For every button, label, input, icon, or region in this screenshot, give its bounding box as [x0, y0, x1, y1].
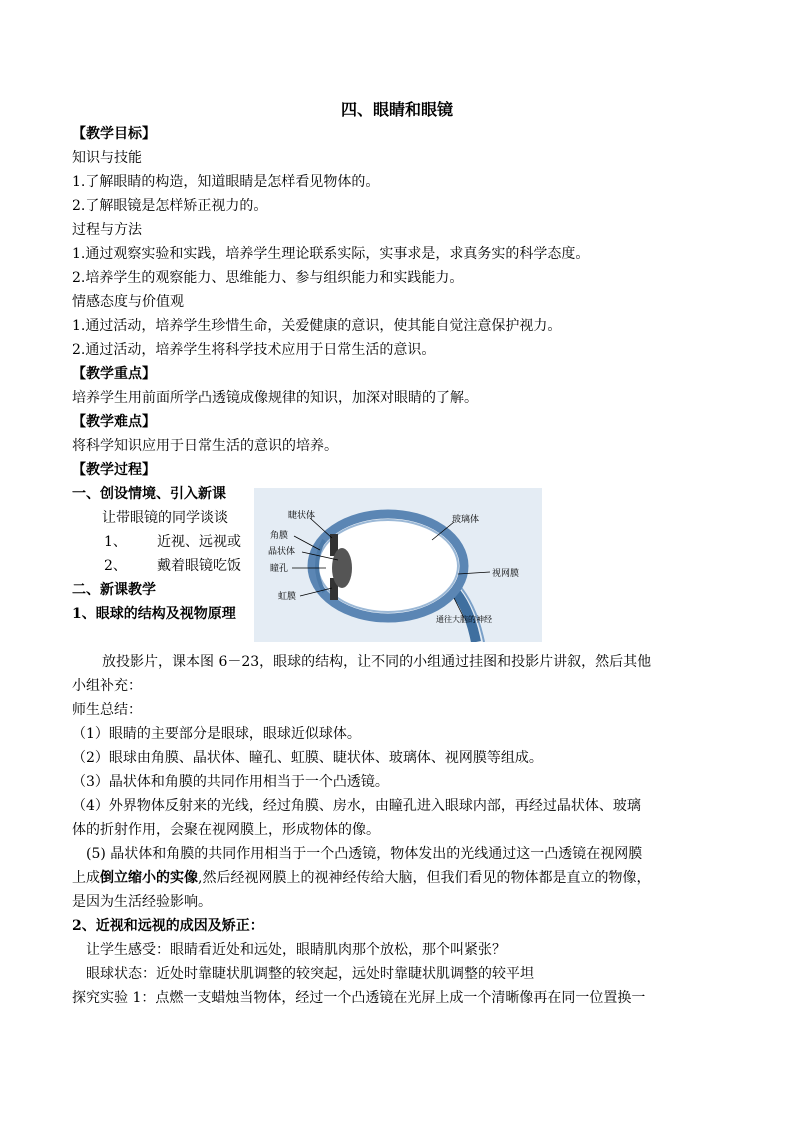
section1-heading: 1、眼球的结构及视物原理: [72, 606, 236, 622]
section1-intro-line-2: 小组补充：: [72, 678, 142, 694]
intro-item-1-text: 近视、远视或: [157, 534, 241, 550]
knowledge-item-2: 2.了解眼镜是怎样矫正视力的。: [72, 198, 268, 214]
emotion-item-1: 1.通过活动，培养学生珍惜生命，关爱健康的意识，使其能自觉注意保护视力。: [72, 318, 562, 334]
section2-heading: 2、近视和远视的成因及矫正：: [72, 918, 264, 934]
section1-intro-line-1: 放投影片，课本图 6－23，眼球的结构，让不同的小组通过挂图和投影片讲叙，然后其他: [102, 654, 652, 670]
process-method-item-1: 1.通过观察实验和实践，培养学生理论联系实际，实事求是，求真务实的科学态度。: [72, 246, 590, 262]
intro-item-2-number: 2、: [104, 558, 127, 574]
summary-item-3: （3）晶状体和角膜的共同作用相当于一个凸透镜。: [72, 774, 389, 790]
section2-feel: 让学生感受：眼睛看近处和远处，眼睛肌肉那个放松，那个叫紧张？: [86, 942, 506, 958]
summary-5-emphasis: 倒立缩小的实像: [100, 870, 198, 886]
label-ciliary: 睫状体: [288, 511, 316, 521]
summary-5-prefix: 上成: [72, 870, 100, 886]
intro-item-1-number: 1、: [104, 534, 127, 550]
summary-item-4-line-2: 体的折射作用，会聚在视网膜上，形成物体的像。: [72, 822, 380, 838]
label-pupil: 瞳孔: [270, 564, 289, 574]
summary-item-2: （2）眼球由角膜、晶状体、瞳孔、虹膜、睫状体、玻璃体、视网膜等组成。: [72, 750, 543, 766]
summary-5-suffix: ,然后经视网膜上的视神经传给大脑，但我们看见的物体都是直立的物像，: [198, 870, 651, 886]
process-method-item-2: 2.培养学生的观察能力、思维能力、参与组织能力和实践能力。: [72, 270, 464, 286]
intro-item-2-text: 戴着眼镜吃饭: [157, 558, 241, 574]
label-iris: 虹膜: [278, 592, 297, 602]
summary-heading: 师生总结：: [72, 702, 142, 718]
eye-structure-figure: [254, 488, 542, 642]
process-method-heading: 过程与方法: [72, 222, 142, 238]
summary-item-4-line-1: （4）外界物体反射来的光线，经过角膜、房水，由瞳孔进入眼球内部，再经过晶状体、玻璃: [72, 798, 641, 814]
key-point-heading: 【教学重点】: [72, 366, 156, 382]
knowledge-heading: 知识与技能: [72, 150, 142, 166]
label-lens: 晶状体: [268, 547, 296, 557]
summary-item-5-line-2: [72, 866, 650, 890]
process-heading: 【教学过程】: [72, 462, 156, 478]
label-retina: 视网膜: [492, 569, 520, 579]
emotion-heading: 情感态度与价值观: [72, 294, 184, 310]
difficulty-heading: 【教学难点】: [72, 414, 156, 430]
crystalline-lens: [332, 548, 352, 588]
key-point-text: 培养学生用前面所学凸透镜成像规律的知识，加深对眼睛的了解。: [72, 390, 478, 406]
difficulty-text: 将科学知识应用于日常生活的意识的培养。: [72, 438, 338, 454]
section2-experiment-1: 探究实验 1：点燃一支蜡烛当物体，经过一个凸透镜在光屏上成一个清晰像再在同一位置换一: [72, 990, 646, 1006]
label-cornea: 角膜: [270, 531, 289, 541]
summary-item-5-line-3: 是因为生活经验影响。: [72, 894, 212, 910]
label-vitreous: 玻璃体: [452, 515, 480, 525]
goals-heading: 【教学目标】: [72, 126, 156, 142]
page-title: 四、眼睛和眼镜: [340, 100, 453, 119]
summary-item-5-line-1: (5) 晶状体和角膜的共同作用相当于一个凸透镜，物体发出的光线通过这一凸透镜在视网膜: [86, 846, 643, 862]
intro-text: 让带眼镜的同学谈谈: [102, 510, 228, 526]
summary-item-1: （1）眼睛的主要部分是眼球，眼球近似球体。: [72, 726, 361, 742]
intro-heading: 一、创设情境、引入新课: [72, 486, 226, 502]
label-nerve: 通往大脑的神经: [436, 615, 492, 624]
knowledge-item-1: 1.了解眼睛的构造，知道眼睛是怎样看见物体的。: [72, 174, 380, 190]
emotion-item-2: 2.通过活动，培养学生将科学技术应用于日常生活的意识。: [72, 342, 436, 358]
section2-eye-state: 眼球状态：近处时靠睫状肌调整的较突起，远处时靠睫状肌调整的较平坦: [86, 966, 534, 982]
new-lesson-heading: 二、新课教学: [72, 582, 156, 598]
